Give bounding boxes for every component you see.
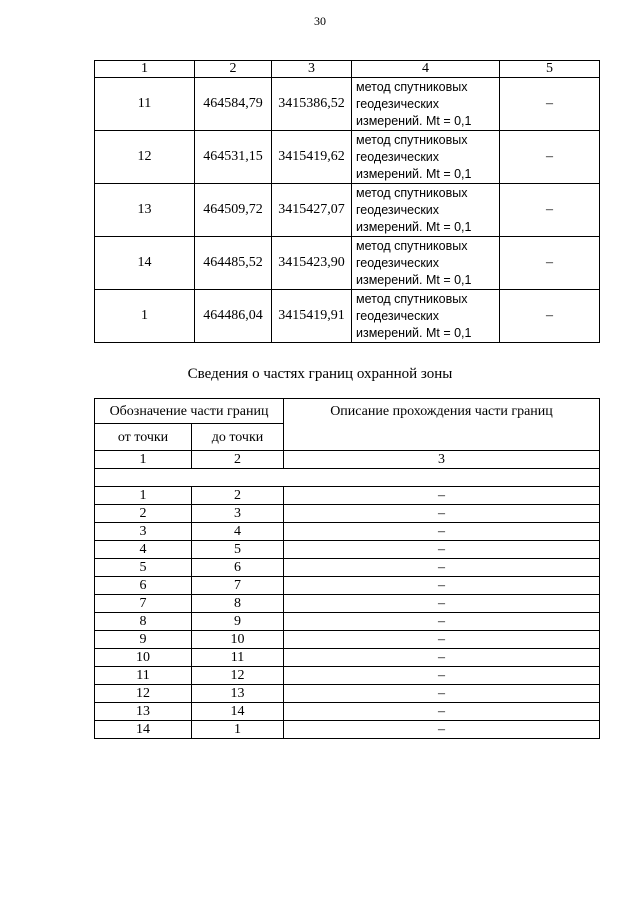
parts-row <box>95 685 600 703</box>
from-point: 13 <box>95 703 192 721</box>
header-boundary-part: Обозначение части границ <box>95 399 284 424</box>
boundary-parts-table <box>94 398 600 739</box>
parts-number-cell: 1 <box>95 451 192 469</box>
to-point: 11 <box>192 649 284 667</box>
coords-header-cell: 3 <box>272 61 352 78</box>
coord-x: 464485,52 <box>195 237 272 290</box>
method-line: метод спутниковых <box>356 291 468 306</box>
parts-number-cell: 2 <box>192 451 284 469</box>
parts-row <box>95 559 600 577</box>
point-number: 13 <box>95 184 195 237</box>
description-cell: – <box>284 559 600 577</box>
description-cell: – <box>284 631 600 649</box>
page-number: 30 <box>314 14 326 28</box>
coord-y: 3415386,52 <box>272 78 352 131</box>
method-line: измерений. Mt = 0,1 <box>356 166 472 181</box>
coords-row <box>95 184 600 237</box>
coords-header-cell: 2 <box>195 61 272 78</box>
from-point: 6 <box>95 577 192 595</box>
to-point: 8 <box>192 595 284 613</box>
point-number: 1 <box>95 290 195 343</box>
method-line: метод спутниковых <box>356 79 468 94</box>
method-line: геодезических <box>356 255 440 270</box>
point-number: 11 <box>95 78 195 131</box>
description-cell: – <box>284 523 600 541</box>
coords-header-cell: 4 <box>352 61 500 78</box>
to-point: 6 <box>192 559 284 577</box>
method-line: геодезических <box>356 202 440 217</box>
coord-x: 464584,79 <box>195 78 272 131</box>
parts-row <box>95 595 600 613</box>
note-cell: – <box>500 237 600 290</box>
method-line: геодезических <box>356 96 440 111</box>
description-cell: – <box>284 505 600 523</box>
to-point: 5 <box>192 541 284 559</box>
description-cell: – <box>284 721 600 739</box>
from-point: 2 <box>95 505 192 523</box>
description-cell: – <box>284 703 600 721</box>
description-cell: – <box>284 577 600 595</box>
parts-row <box>95 667 600 685</box>
parts-row <box>95 523 600 541</box>
method-line: измерений. Mt = 0,1 <box>356 272 472 287</box>
coords-header-cell: 1 <box>95 61 195 78</box>
from-point: 14 <box>95 721 192 739</box>
coord-y: 3415423,90 <box>272 237 352 290</box>
parts-header-row <box>95 399 600 424</box>
parts-row <box>95 613 600 631</box>
method-line: измерений. Mt = 0,1 <box>356 325 472 340</box>
method-line: метод спутниковых <box>356 238 468 253</box>
method-cell <box>352 184 500 237</box>
coord-x: 464531,15 <box>195 131 272 184</box>
coordinates-table <box>94 60 600 343</box>
from-point: 7 <box>95 595 192 613</box>
coords-row <box>95 78 600 131</box>
header-from-point: от точки <box>95 424 192 451</box>
coord-x: 464509,72 <box>195 184 272 237</box>
description-cell: – <box>284 685 600 703</box>
coords-row <box>95 237 600 290</box>
to-point: 14 <box>192 703 284 721</box>
coords-row <box>95 290 600 343</box>
to-point: 7 <box>192 577 284 595</box>
from-point: 4 <box>95 541 192 559</box>
method-line: метод спутниковых <box>356 132 468 147</box>
point-number: 14 <box>95 237 195 290</box>
to-point: 1 <box>192 721 284 739</box>
coords-row <box>95 131 600 184</box>
parts-row <box>95 631 600 649</box>
parts-row <box>95 703 600 721</box>
coord-y: 3415419,91 <box>272 290 352 343</box>
description-cell: – <box>284 613 600 631</box>
coord-y: 3415419,62 <box>272 131 352 184</box>
method-line: измерений. Mt = 0,1 <box>356 113 472 128</box>
note-cell: – <box>500 131 600 184</box>
parts-row <box>95 487 600 505</box>
to-point: 4 <box>192 523 284 541</box>
method-line: геодезических <box>356 308 440 323</box>
method-cell <box>352 78 500 131</box>
to-point: 2 <box>192 487 284 505</box>
from-point: 10 <box>95 649 192 667</box>
to-point: 9 <box>192 613 284 631</box>
parts-blank-row <box>95 469 600 487</box>
parts-row <box>95 541 600 559</box>
method-cell <box>352 237 500 290</box>
from-point: 8 <box>95 613 192 631</box>
from-point: 12 <box>95 685 192 703</box>
parts-row <box>95 505 600 523</box>
method-cell <box>352 290 500 343</box>
description-cell: – <box>284 649 600 667</box>
section-title: Сведения о частях границ охранной зоны <box>187 366 453 382</box>
to-point: 3 <box>192 505 284 523</box>
description-cell: – <box>284 487 600 505</box>
header-description: Описание прохождения части границ <box>284 399 600 451</box>
note-cell: – <box>500 78 600 131</box>
parts-row <box>95 721 600 739</box>
parts-row <box>95 577 600 595</box>
coords-header-row <box>95 61 600 78</box>
blank-cell <box>95 469 600 487</box>
parts-row <box>95 649 600 667</box>
point-number: 12 <box>95 131 195 184</box>
description-cell: – <box>284 667 600 685</box>
coord-x: 464486,04 <box>195 290 272 343</box>
from-point: 3 <box>95 523 192 541</box>
description-cell: – <box>284 595 600 613</box>
method-line: измерений. Mt = 0,1 <box>356 219 472 234</box>
to-point: 12 <box>192 667 284 685</box>
coord-y: 3415427,07 <box>272 184 352 237</box>
to-point: 13 <box>192 685 284 703</box>
method-line: геодезических <box>356 149 440 164</box>
note-cell: – <box>500 290 600 343</box>
from-point: 1 <box>95 487 192 505</box>
coords-header-cell: 5 <box>500 61 600 78</box>
description-cell: – <box>284 541 600 559</box>
to-point: 10 <box>192 631 284 649</box>
from-point: 11 <box>95 667 192 685</box>
from-point: 9 <box>95 631 192 649</box>
from-point: 5 <box>95 559 192 577</box>
method-line: метод спутниковых <box>356 185 468 200</box>
method-cell <box>352 131 500 184</box>
parts-number-row <box>95 451 600 469</box>
parts-number-cell: 3 <box>284 451 600 469</box>
header-to-point: до точки <box>192 424 284 451</box>
note-cell: – <box>500 184 600 237</box>
